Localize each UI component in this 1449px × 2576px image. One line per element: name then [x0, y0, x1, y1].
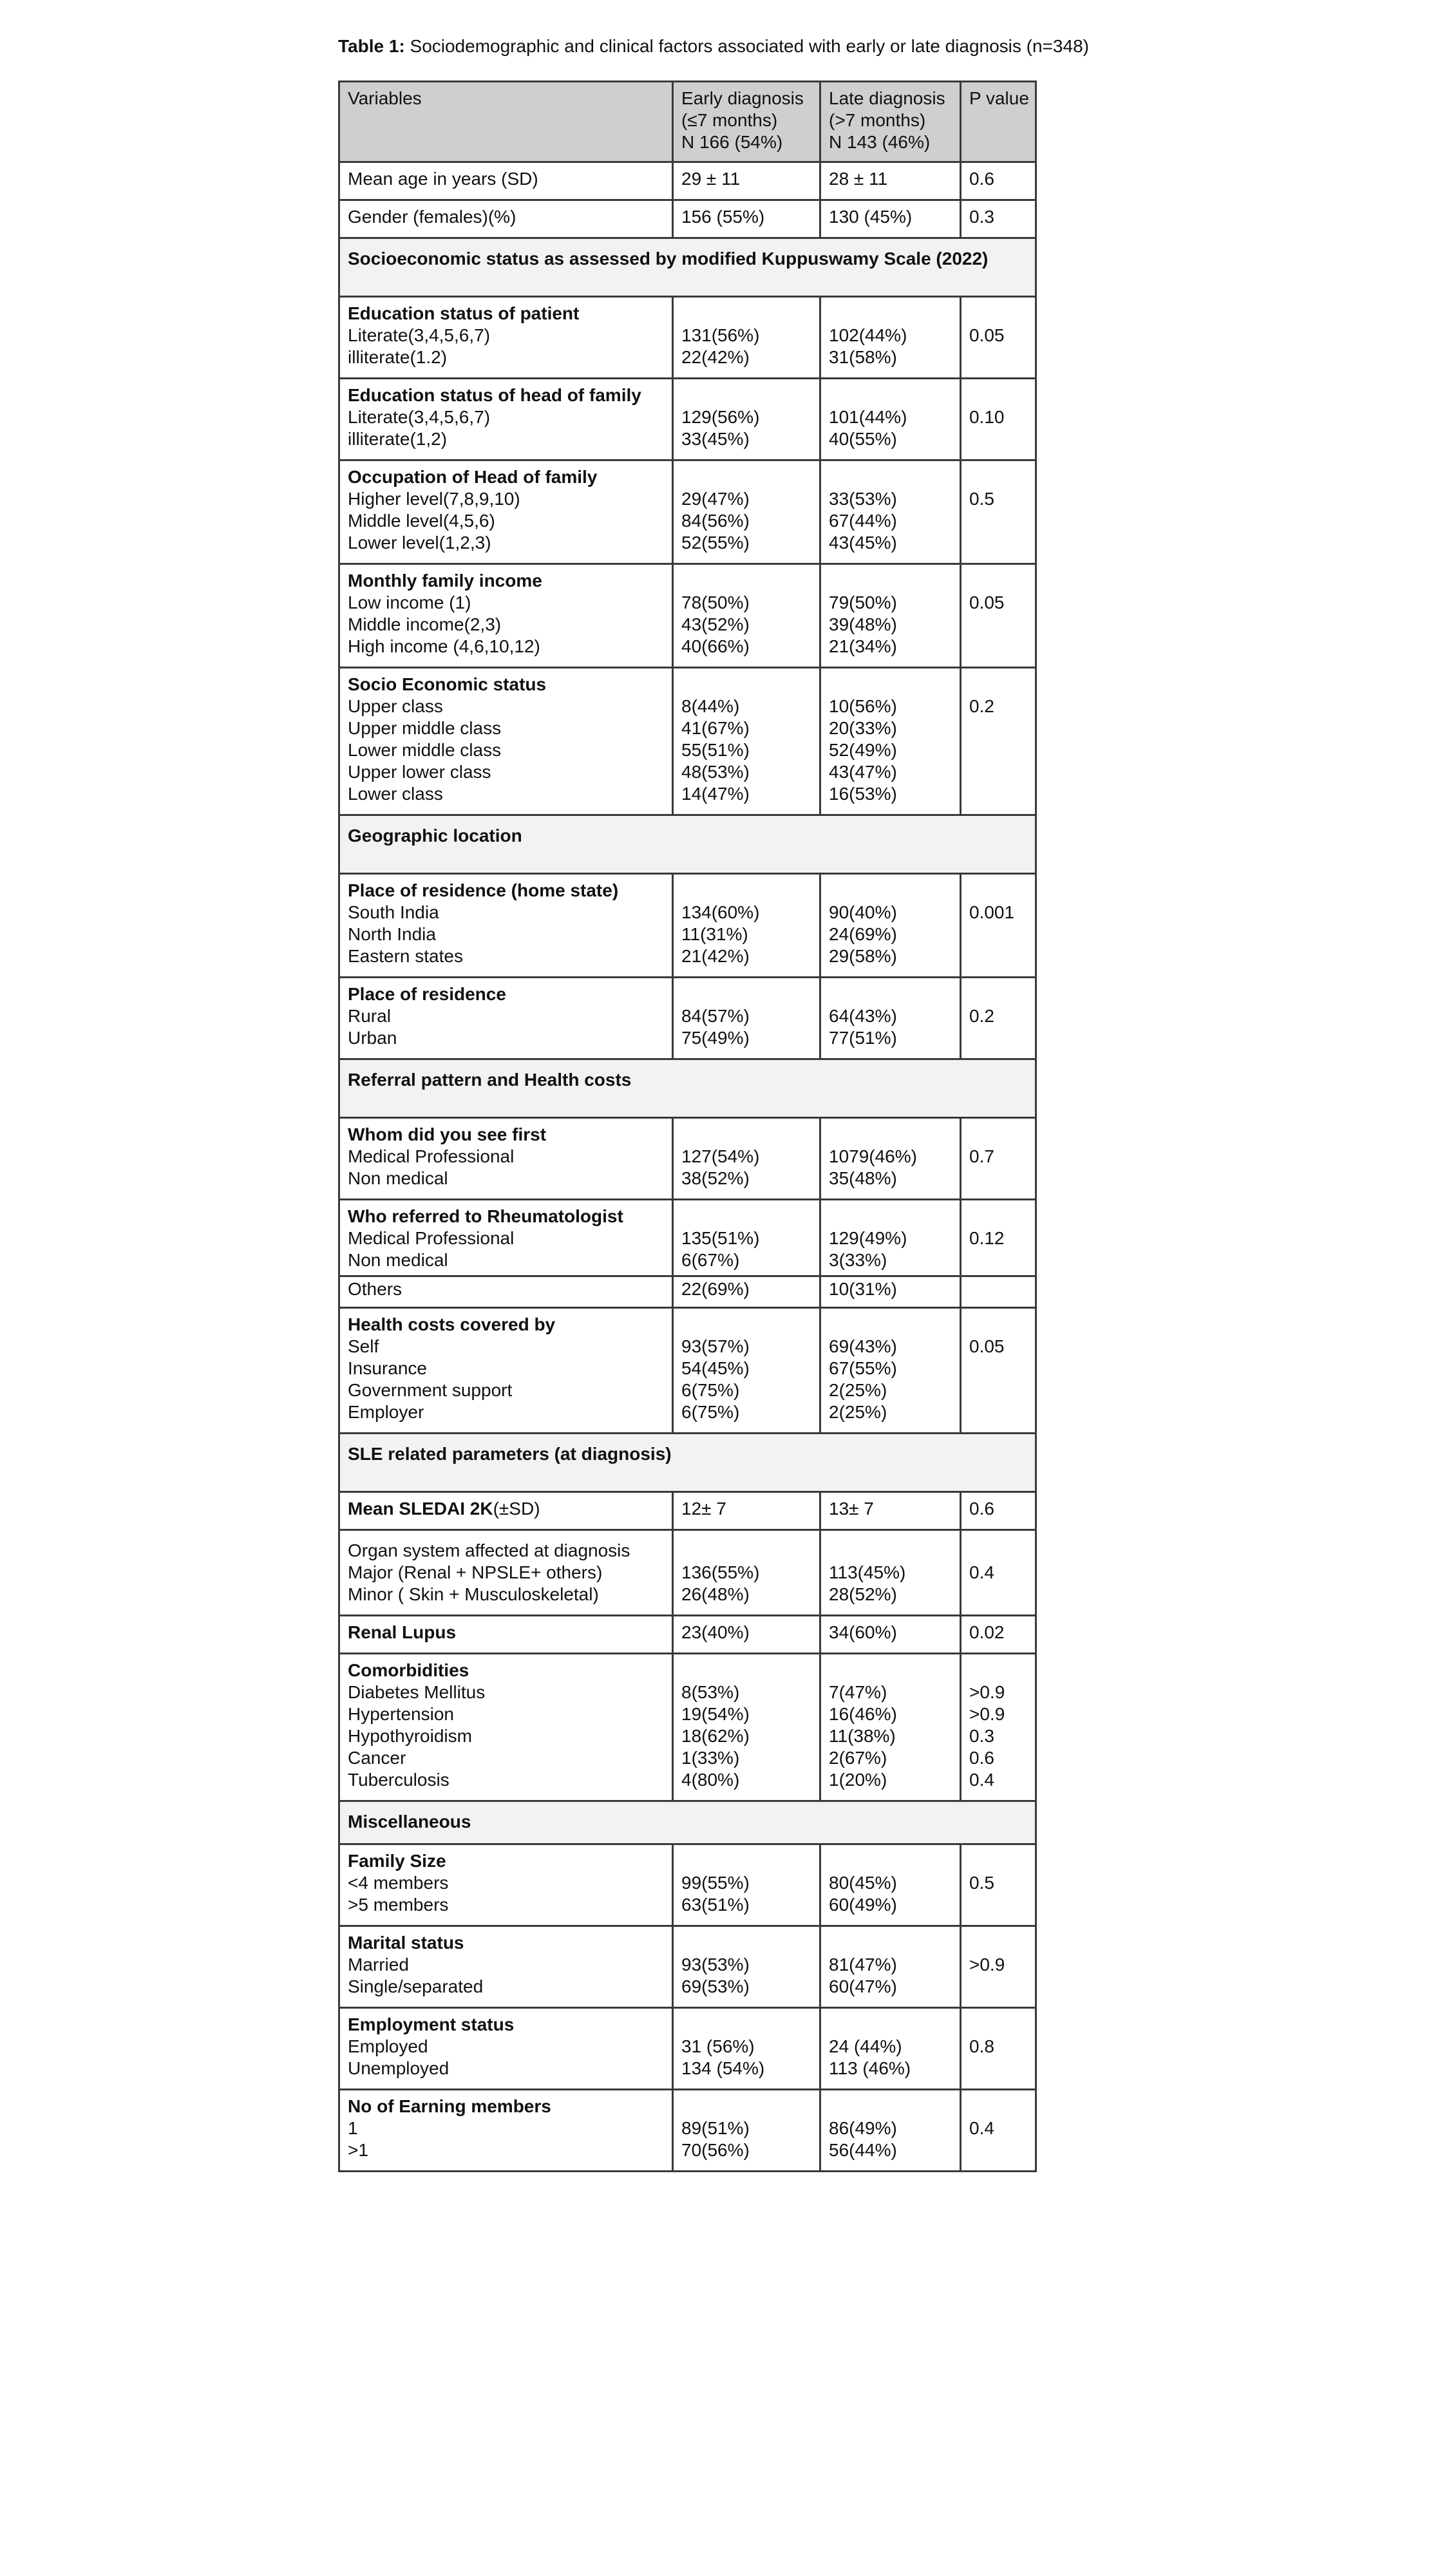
- row-label: Organ system affected at diagnosis Major (Renal + NPSLE+ others) Minor ( Skin + Musculoskeletal): [339, 1530, 673, 1616]
- early-value: 134(60%) 11(31%) 21(42%): [673, 874, 820, 978]
- late-value: 81(47%) 60(47%): [820, 1926, 961, 2008]
- late-value: 13± 7: [820, 1492, 961, 1530]
- section-title: Miscellaneous: [339, 1801, 1036, 1844]
- section-title: Geographic location: [339, 815, 1036, 874]
- table-row: [339, 379, 1036, 460]
- table-row: [339, 1200, 1036, 1276]
- p-value: 0.05: [961, 297, 1036, 379]
- early-value: 29(47%) 84(56%) 52(55%): [673, 460, 820, 564]
- row-label: Gender (females)(%): [339, 200, 673, 238]
- section-title: Referral pattern and Health costs: [339, 1059, 1036, 1118]
- late-value: 130 (45%): [820, 200, 961, 238]
- table-row: [339, 2090, 1036, 2172]
- early-value: 135(51%) 6(67%): [673, 1200, 820, 1276]
- table-row: [339, 874, 1036, 978]
- p-value: 0.6: [961, 1492, 1036, 1530]
- row-label: Occupation of Head of family Higher level(7,8,9,10) Middle level(4,5,6) Lower level(1,2,3): [339, 460, 673, 564]
- header-early: Early diagnosis (≤7 months) N 166 (54%): [673, 82, 820, 162]
- row-label: Socio Economic status Upper class Upper middle class Lower middle class Upper lower class Lower class: [339, 668, 673, 815]
- late-value: 24 (44%) 113 (46%): [820, 2008, 961, 2090]
- early-value: 31 (56%) 134 (54%): [673, 2008, 820, 2090]
- table-row: [339, 1654, 1036, 1801]
- table-row: [339, 668, 1036, 815]
- late-value: 79(50%) 39(48%) 21(34%): [820, 564, 961, 668]
- caption-label: Table 1:: [338, 36, 405, 56]
- early-value: 8(53%) 19(54%) 18(62%) 1(33%) 4(80%): [673, 1654, 820, 1801]
- early-value: 89(51%) 70(56%): [673, 2090, 820, 2172]
- p-value: 0.2: [961, 978, 1036, 1059]
- row-label: Mean age in years (SD): [339, 162, 673, 200]
- table-row: [339, 460, 1036, 564]
- late-value: 113(45%) 28(52%): [820, 1530, 961, 1616]
- early-value: 99(55%) 63(51%): [673, 1844, 820, 1926]
- early-value: 8(44%) 41(67%) 55(51%) 48(53%) 14(47%): [673, 668, 820, 815]
- row-label: Health costs covered by Self Insurance Government support Employer: [339, 1308, 673, 1434]
- row-label: Renal Lupus: [339, 1616, 673, 1654]
- header-late: Late diagnosis (>7 months) N 143 (46%): [820, 82, 961, 162]
- late-value: 10(56%) 20(33%) 52(49%) 43(47%) 16(53%): [820, 668, 961, 815]
- results-table: [338, 80, 1037, 2172]
- p-value: 0.02: [961, 1616, 1036, 1654]
- p-value: 0.3: [961, 200, 1036, 238]
- section-row: [339, 1434, 1036, 1492]
- p-value: 0.05: [961, 564, 1036, 668]
- late-value: 80(45%) 60(49%): [820, 1844, 961, 1926]
- late-value: 129(49%) 3(33%): [820, 1200, 961, 1276]
- late-value: 86(49%) 56(44%): [820, 2090, 961, 2172]
- table-row: [339, 200, 1036, 238]
- row-label: Marital status Married Single/separated: [339, 1926, 673, 2008]
- section-row: [339, 815, 1036, 874]
- early-value: 78(50%) 43(52%) 40(66%): [673, 564, 820, 668]
- late-value: 28 ± 11: [820, 162, 961, 200]
- header-row: [339, 82, 1036, 162]
- p-value: 0.6: [961, 162, 1036, 200]
- early-value: 129(56%) 33(45%): [673, 379, 820, 460]
- p-value: >0.9: [961, 1926, 1036, 2008]
- late-value: 69(43%) 67(55%) 2(25%) 2(25%): [820, 1308, 961, 1434]
- row-label: Place of residence (home state) South India North India Eastern states: [339, 874, 673, 978]
- section-title: Socioeconomic status as assessed by modified Kuppuswamy Scale (2022): [339, 238, 1036, 297]
- table-row: [339, 1492, 1036, 1530]
- late-value: 101(44%) 40(55%): [820, 379, 961, 460]
- p-value: [961, 1276, 1036, 1308]
- section-row: [339, 1059, 1036, 1118]
- p-value: 0.2: [961, 668, 1036, 815]
- early-value: 22(69%): [673, 1276, 820, 1308]
- row-label: Who referred to Rheumatologist Medical Professional Non medical: [339, 1200, 673, 1276]
- section-row: [339, 1801, 1036, 1844]
- early-value: 131(56%) 22(42%): [673, 297, 820, 379]
- table-row: [339, 564, 1036, 668]
- late-value: 64(43%) 77(51%): [820, 978, 961, 1059]
- table-row: [339, 1616, 1036, 1654]
- early-value: 23(40%): [673, 1616, 820, 1654]
- early-value: 29 ± 11: [673, 162, 820, 200]
- row-label: Others: [339, 1276, 673, 1308]
- early-value: 136(55%) 26(48%): [673, 1530, 820, 1616]
- early-value: 127(54%) 38(52%): [673, 1118, 820, 1200]
- p-value: 0.5: [961, 460, 1036, 564]
- late-value: 90(40%) 24(69%) 29(58%): [820, 874, 961, 978]
- row-label: Family Size <4 members >5 members: [339, 1844, 673, 1926]
- table-caption: [338, 35, 1121, 57]
- row-label: No of Earning members 1 >1: [339, 2090, 673, 2172]
- p-value: 0.4: [961, 2090, 1036, 2172]
- p-value: 0.10: [961, 379, 1036, 460]
- table-row: [339, 162, 1036, 200]
- early-value: 12± 7: [673, 1492, 820, 1530]
- early-value: 156 (55%): [673, 200, 820, 238]
- late-value: 7(47%) 16(46%) 11(38%) 2(67%) 1(20%): [820, 1654, 961, 1801]
- header-variables: Variables: [339, 82, 673, 162]
- table-row: [339, 1276, 1036, 1308]
- early-value: 93(57%) 54(45%) 6(75%) 6(75%): [673, 1308, 820, 1434]
- late-value: 10(31%): [820, 1276, 961, 1308]
- row-label: Education status of patient Literate(3,4,5,6,7) illiterate(1.2): [339, 297, 673, 379]
- p-value: 0.4: [961, 1530, 1036, 1616]
- table-row: [339, 1530, 1036, 1616]
- late-value: 1079(46%) 35(48%): [820, 1118, 961, 1200]
- table-row: [339, 1118, 1036, 1200]
- p-value: >0.9 >0.9 0.3 0.6 0.4: [961, 1654, 1036, 1801]
- p-value: 0.05: [961, 1308, 1036, 1434]
- table-row: [339, 1926, 1036, 2008]
- p-value: 0.5: [961, 1844, 1036, 1926]
- row-label: Monthly family income Low income (1) Middle income(2,3) High income (4,6,10,12): [339, 564, 673, 668]
- row-label: Place of residence Rural Urban: [339, 978, 673, 1059]
- early-value: 93(53%) 69(53%): [673, 1926, 820, 2008]
- caption-text: Sociodemographic and clinical factors associated with early or late diagnosis (n=348): [404, 36, 1089, 56]
- p-value: 0.8: [961, 2008, 1036, 2090]
- p-value: 0.7: [961, 1118, 1036, 1200]
- row-label: Employment status Employed Unemployed: [339, 2008, 673, 2090]
- table-row: [339, 297, 1036, 379]
- late-value: 34(60%): [820, 1616, 961, 1654]
- p-value: 0.001: [961, 874, 1036, 978]
- section-title: SLE related parameters (at diagnosis): [339, 1434, 1036, 1492]
- row-label: Education status of head of family Literate(3,4,5,6,7) illiterate(1,2): [339, 379, 673, 460]
- row-label: Mean SLEDAI 2K(±SD): [339, 1492, 673, 1530]
- table-row: [339, 1844, 1036, 1926]
- table-row: [339, 2008, 1036, 2090]
- table-row: [339, 1308, 1036, 1434]
- p-value: 0.12: [961, 1200, 1036, 1276]
- table-row: [339, 978, 1036, 1059]
- header-p: P value: [961, 82, 1036, 162]
- early-value: 84(57%) 75(49%): [673, 978, 820, 1059]
- section-row: [339, 238, 1036, 297]
- late-value: 102(44%) 31(58%): [820, 297, 961, 379]
- row-label: Comorbidities Diabetes Mellitus Hypertension Hypothyroidism Cancer Tuberculosis: [339, 1654, 673, 1801]
- late-value: 33(53%) 67(44%) 43(45%): [820, 460, 961, 564]
- row-label: Whom did you see first Medical Professional Non medical: [339, 1118, 673, 1200]
